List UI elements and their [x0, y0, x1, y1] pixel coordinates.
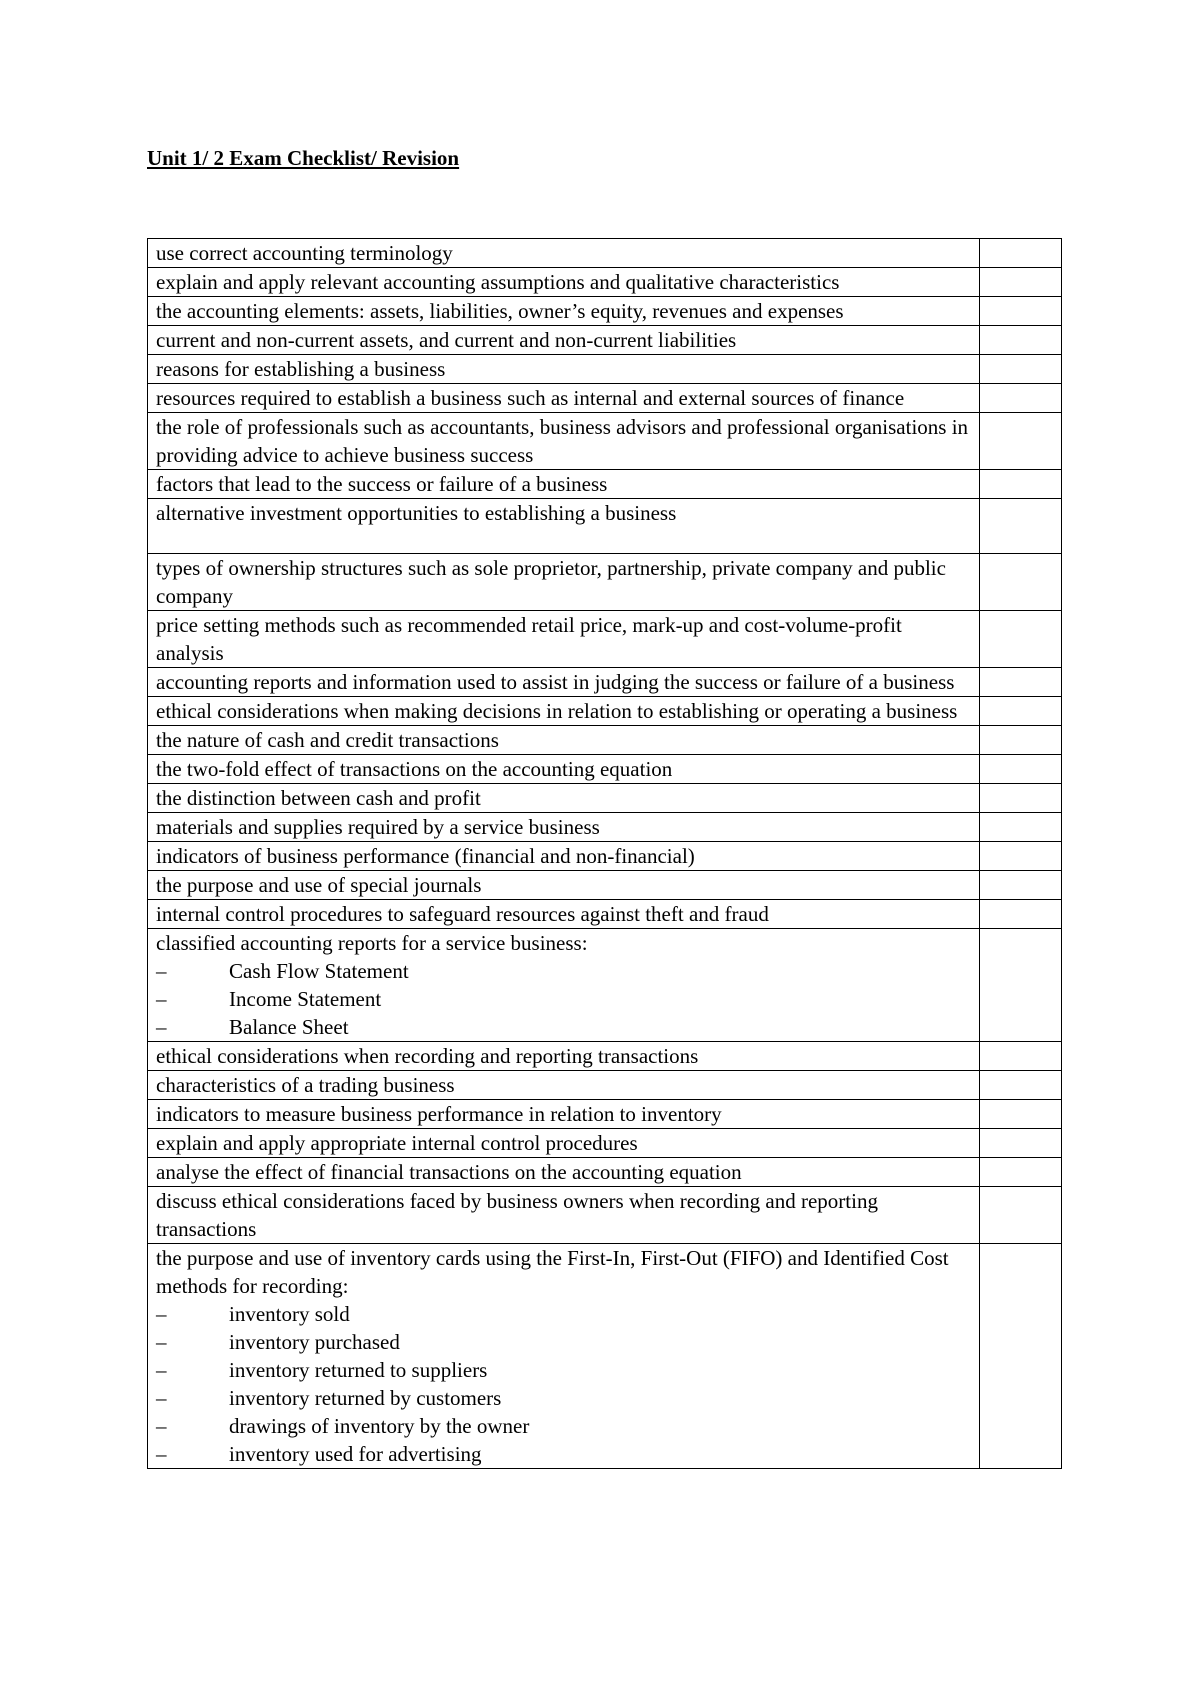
checklist-item-text: reasons for establishing a business [156, 357, 446, 381]
dash-bullet: – [156, 959, 167, 983]
dash-bullet: – [156, 1015, 167, 1039]
dash-bullet: – [156, 1414, 167, 1438]
checklist-item-text: ethical considerations when making decisions in relation to establishing or operating a business [156, 699, 958, 723]
checklist-item-text: explain and apply relevant accounting assumptions and qualitative characteristics [156, 270, 840, 294]
checklist-item [148, 326, 980, 355]
checklist-subitem [156, 1300, 971, 1328]
checkbox-cell[interactable] [980, 268, 1062, 297]
checklist-item [148, 1071, 980, 1100]
checklist-item [148, 813, 980, 842]
checkbox-cell[interactable] [980, 384, 1062, 413]
checklist-item-text: discuss ethical considerations faced by business owners when recording and reporting transactions [156, 1189, 878, 1241]
checklist-item [148, 554, 980, 611]
checklist-subitem-text: inventory used for advertising [229, 1442, 482, 1466]
checklist-table [147, 238, 1062, 1469]
checklist-row [148, 499, 1062, 554]
checklist-item-text: internal control procedures to safeguard resources against theft and fraud [156, 902, 769, 926]
checkbox-cell[interactable] [980, 355, 1062, 384]
checkbox-cell[interactable] [980, 297, 1062, 326]
checklist-item [148, 470, 980, 499]
checklist-row [148, 355, 1062, 384]
checklist-row [148, 697, 1062, 726]
checklist-item [148, 1129, 980, 1158]
checklist-subitem [156, 957, 971, 985]
checklist-row [148, 239, 1062, 268]
checklist-item-text: analyse the effect of financial transactions on the accounting equation [156, 1160, 742, 1184]
checklist-subitem-text: Cash Flow Statement [229, 959, 409, 983]
checklist-item [148, 268, 980, 297]
checkbox-cell[interactable] [980, 697, 1062, 726]
checklist-item-text: indicators to measure business performance in relation to inventory [156, 1102, 722, 1126]
checklist-subitem [156, 1384, 971, 1412]
checkbox-cell[interactable] [980, 326, 1062, 355]
checkbox-cell[interactable] [980, 668, 1062, 697]
checklist-subitem-text: drawings of inventory by the owner [229, 1414, 530, 1438]
checklist-subitem-text: Income Statement [229, 987, 382, 1011]
checklist-row [148, 297, 1062, 326]
checkbox-cell[interactable] [980, 1100, 1062, 1129]
checklist-subitem-text: inventory purchased [229, 1330, 400, 1354]
checklist-item [148, 297, 980, 326]
checklist-item [148, 1244, 980, 1469]
checklist-item [148, 755, 980, 784]
checkbox-cell[interactable] [980, 239, 1062, 268]
checklist-item [148, 384, 980, 413]
checklist-item-text: characteristics of a trading business [156, 1073, 455, 1097]
checklist-row [148, 900, 1062, 929]
checklist-row [148, 784, 1062, 813]
checklist-row [148, 413, 1062, 470]
checklist-subitem [156, 1440, 971, 1468]
checklist-item-text: ethical considerations when recording and reporting transactions [156, 1044, 699, 1068]
checkbox-cell[interactable] [980, 1042, 1062, 1071]
checklist-item-text: the purpose and use of inventory cards using the First-In, First-Out (FIFO) and Identified Cost methods for recording: [156, 1246, 949, 1298]
checkbox-cell[interactable] [980, 413, 1062, 470]
checklist-row [148, 755, 1062, 784]
checklist-row [148, 929, 1062, 1042]
checkbox-cell[interactable] [980, 1158, 1062, 1187]
checklist-row [148, 554, 1062, 611]
checklist-item-text: types of ownership structures such as sole proprietor, partnership, private company and public company [156, 556, 946, 608]
checkbox-cell[interactable] [980, 554, 1062, 611]
checkbox-cell[interactable] [980, 499, 1062, 554]
checkbox-cell[interactable] [980, 929, 1062, 1042]
checklist-item [148, 499, 980, 554]
checklist-row [148, 726, 1062, 755]
checklist-item-text: the accounting elements: assets, liabilities, owner’s equity, revenues and expenses [156, 299, 844, 323]
checklist-item [148, 611, 980, 668]
dash-bullet: – [156, 987, 167, 1011]
checkbox-cell[interactable] [980, 900, 1062, 929]
checklist-subitem [156, 985, 971, 1013]
checklist-item [148, 1100, 980, 1129]
dash-bullet: – [156, 1358, 167, 1382]
checklist-row [148, 1187, 1062, 1244]
dash-bullet: – [156, 1386, 167, 1410]
checklist-item-text: the distinction between cash and profit [156, 786, 481, 810]
checklist-row [148, 668, 1062, 697]
checklist-row [148, 1042, 1062, 1071]
checklist-item [148, 726, 980, 755]
checklist-row [148, 384, 1062, 413]
checklist-subitem [156, 1013, 971, 1041]
checkbox-cell[interactable] [980, 470, 1062, 499]
checklist-item-text: price setting methods such as recommended retail price, mark-up and cost-volume-profit analysis [156, 613, 902, 665]
checklist-row [148, 871, 1062, 900]
checkbox-cell[interactable] [980, 726, 1062, 755]
dash-bullet: – [156, 1442, 167, 1466]
checklist-item-text: the nature of cash and credit transactions [156, 728, 499, 752]
checkbox-cell[interactable] [980, 755, 1062, 784]
checkbox-cell[interactable] [980, 784, 1062, 813]
checklist-item-text: use correct accounting terminology [156, 241, 453, 265]
checklist-row [148, 611, 1062, 668]
checklist-item-text: resources required to establish a business such as internal and external sources of finance [156, 386, 905, 410]
checkbox-cell[interactable] [980, 611, 1062, 668]
checkbox-cell[interactable] [980, 1244, 1062, 1469]
checklist-row [148, 268, 1062, 297]
checklist-item [148, 413, 980, 470]
checkbox-cell[interactable] [980, 1187, 1062, 1244]
checklist-subitem [156, 1328, 971, 1356]
checklist-row [148, 470, 1062, 499]
document-title: Unit 1/ 2 Exam Checklist/ Revision [147, 146, 460, 170]
checklist-subitem-text: inventory returned by customers [229, 1386, 502, 1410]
checkbox-cell[interactable] [980, 871, 1062, 900]
checkbox-cell[interactable] [980, 1071, 1062, 1100]
checklist-row [148, 1244, 1062, 1469]
checklist-item-text: indicators of business performance (financial and non-financial) [156, 844, 695, 868]
checkbox-cell[interactable] [980, 813, 1062, 842]
checklist-item-text: factors that lead to the success or failure of a business [156, 472, 608, 496]
checkbox-cell[interactable] [980, 842, 1062, 871]
checklist-item [148, 1158, 980, 1187]
checklist-body [148, 239, 1062, 1469]
checklist-subitem-text: inventory returned to suppliers [229, 1358, 488, 1382]
checklist-item [148, 239, 980, 268]
checklist-row [148, 1071, 1062, 1100]
checklist-item [148, 784, 980, 813]
checklist-item-text: the role of professionals such as accountants, business advisors and professional organisations in providing advice to achieve business success [156, 415, 969, 467]
checklist-row [148, 1158, 1062, 1187]
checklist-row [148, 842, 1062, 871]
checklist-row [148, 1129, 1062, 1158]
checklist-item [148, 842, 980, 871]
checklist-subitem [156, 1412, 971, 1440]
checklist-item-text: classified accounting reports for a service business: [156, 931, 588, 955]
checklist-item-text: explain and apply appropriate internal control procedures [156, 1131, 638, 1155]
checklist-item-text: materials and supplies required by a service business [156, 815, 600, 839]
checkbox-cell[interactable] [980, 1129, 1062, 1158]
checklist-item-text: the two-fold effect of transactions on the accounting equation [156, 757, 673, 781]
checklist-item [148, 697, 980, 726]
checklist-item [148, 900, 980, 929]
checklist-item-text: current and non-current assets, and current and non-current liabilities [156, 328, 737, 352]
checklist-item [148, 355, 980, 384]
dash-bullet: – [156, 1330, 167, 1354]
checklist-row [148, 813, 1062, 842]
checklist-item-text: accounting reports and information used to assist in judging the success or failure of a business [156, 670, 955, 694]
checklist-subitem-text: Balance Sheet [229, 1015, 349, 1039]
dash-bullet: – [156, 1302, 167, 1326]
checklist-row [148, 326, 1062, 355]
checklist-item [148, 929, 980, 1042]
checklist-item [148, 1187, 980, 1244]
checklist-item-text: the purpose and use of special journals [156, 873, 482, 897]
checklist-subitem [156, 1356, 971, 1384]
checklist-item [148, 871, 980, 900]
checklist-item [148, 668, 980, 697]
checklist-subitem-text: inventory sold [229, 1302, 350, 1326]
checklist-item-text: alternative investment opportunities to establishing a business [156, 501, 677, 525]
checklist-item [148, 1042, 980, 1071]
checklist-row [148, 1100, 1062, 1129]
